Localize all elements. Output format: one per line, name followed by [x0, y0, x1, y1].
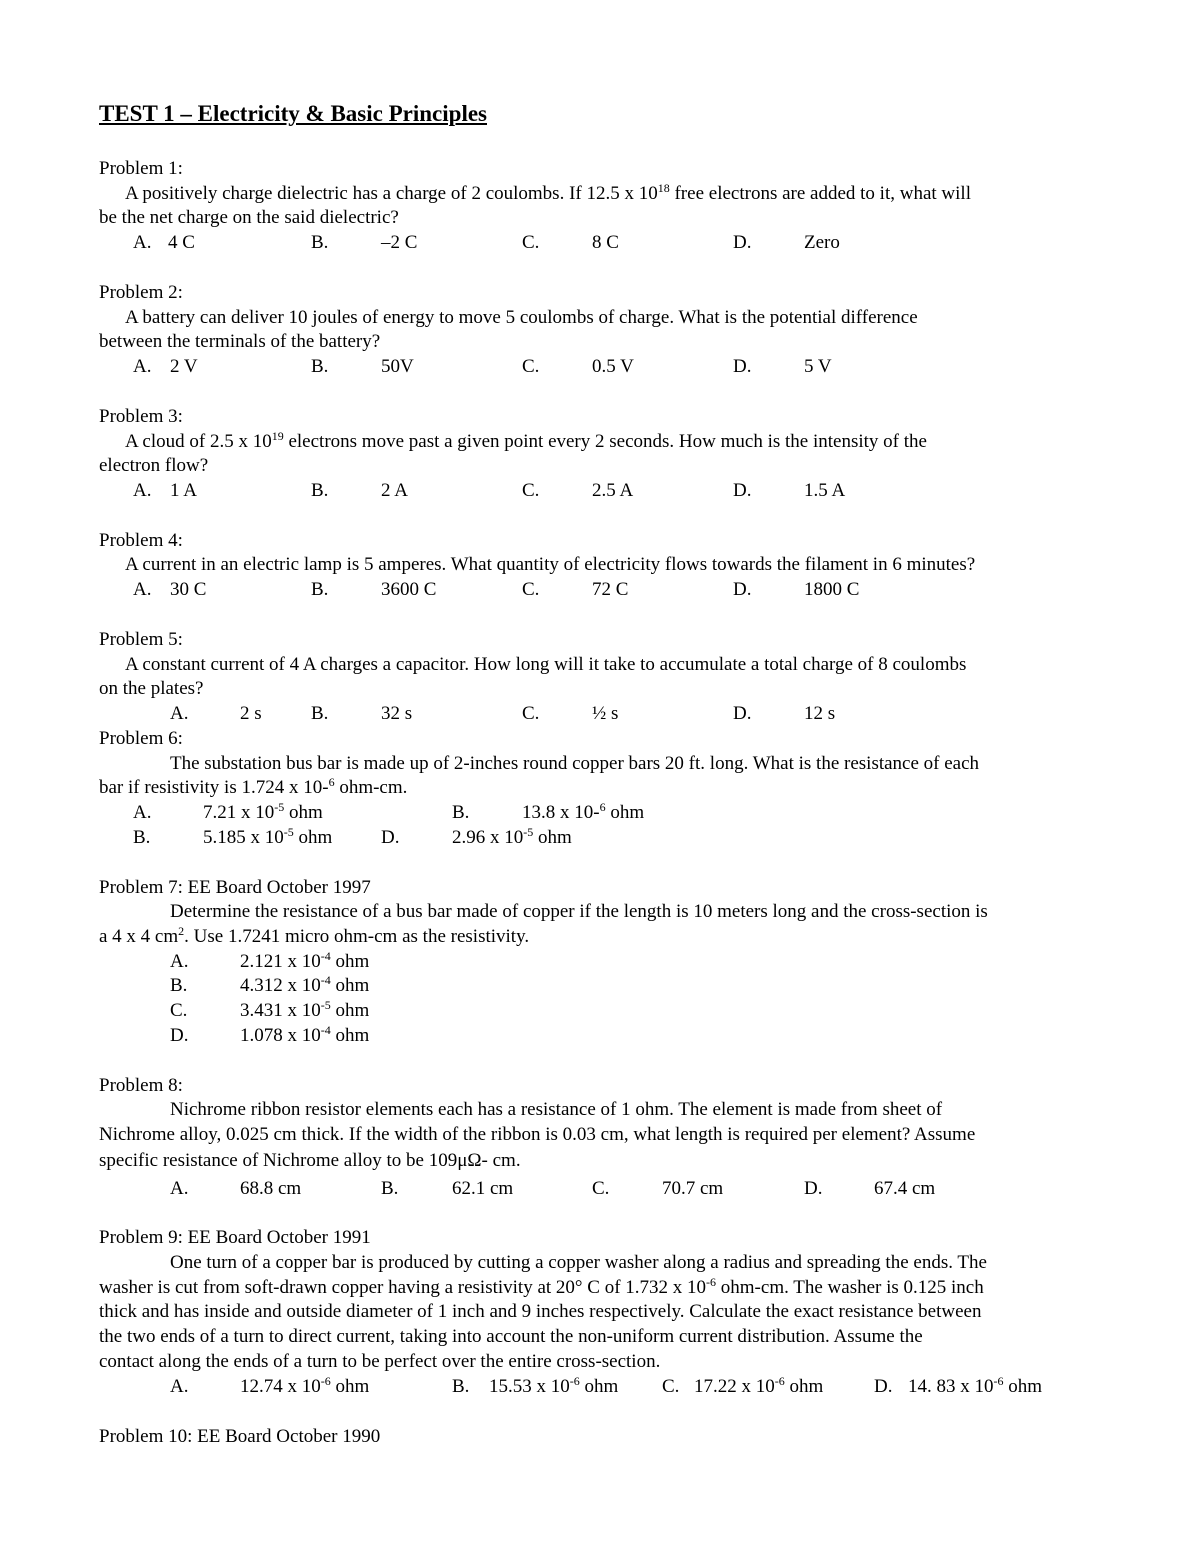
option-value: 4 C: [168, 232, 195, 253]
option-value: 1.5 A: [804, 480, 846, 501]
problem-9-question-line-3: thick and has inside and outside diameter of 1 inch and 9 inches respectively. Calculate the exact resistance between: [99, 1301, 982, 1322]
option-label: C.: [522, 480, 540, 501]
option-value: 2 A: [381, 480, 408, 501]
option-label: C.: [522, 356, 540, 377]
option-label: B.: [452, 1376, 470, 1397]
option-value: 2 V: [170, 356, 198, 377]
option-value: 4.312 x $10^{-4}$ ohm: [240, 973, 370, 996]
option-value: 7.21 x $10^{-5}$ ohm: [203, 800, 323, 823]
option-label: D.: [381, 827, 400, 848]
option-value: Zero: [804, 232, 840, 253]
option-value: 8 C: [592, 232, 619, 253]
option-value: 0.5 V: [592, 356, 634, 377]
option-value: 14. 83 x $10^{-6}$ ohm: [908, 1374, 1043, 1397]
problem-6-heading: Problem 6:: [99, 728, 183, 749]
option-label: A.: [133, 480, 152, 501]
option-label: D.: [804, 1178, 823, 1199]
option-value: 12 s: [804, 703, 836, 724]
option-value: 68.8 cm: [240, 1178, 302, 1199]
problem-2-question-line-1: A battery can deliver 10 joules of energy to move 5 coulombs of charge. What is the potential difference: [125, 307, 918, 328]
option-value: 67.4 cm: [874, 1178, 936, 1199]
option-label: A.: [170, 951, 189, 972]
option-value: 1800 C: [804, 579, 860, 600]
option-value: 3.431 x $10^{-5}$ ohm: [240, 998, 370, 1021]
option-label: D.: [733, 703, 752, 724]
option-label: A.: [133, 579, 152, 600]
option-value: 3600 C: [381, 579, 437, 600]
problem-3-heading: Problem 3:: [99, 406, 183, 427]
problem-9-question-line-4: the two ends of a turn to direct current, taking into account the non-uniform current distribution. Assume the: [99, 1326, 923, 1347]
option-label: D.: [170, 1025, 189, 1046]
option-value: 1.078 x $10^{-4}$ ohm: [240, 1023, 370, 1046]
option-value: 72 C: [592, 579, 629, 600]
option-label: B.: [381, 1178, 399, 1199]
option-label: A.: [170, 1178, 189, 1199]
option-value: 2.5 A: [592, 480, 634, 501]
option-value: 32 s: [381, 703, 413, 724]
problem-5-question-line-1: A constant current of 4 A charges a capacitor. How long will it take to accumulate a total charge of 8 coulombs: [125, 654, 967, 675]
option-label: B.: [311, 703, 329, 724]
option-label: B.: [311, 232, 329, 253]
option-label: D.: [733, 480, 752, 501]
option-label: C.: [592, 1178, 610, 1199]
option-value: 13.8 x 10-$^6$ ohm: [522, 800, 645, 823]
option-label: D.: [874, 1376, 893, 1397]
option-label: A.: [133, 232, 152, 253]
option-value: 30 C: [170, 579, 207, 600]
option-label: B.: [133, 827, 151, 848]
problem-10-heading: Problem 10: EE Board October 1990: [99, 1426, 381, 1447]
problem-9-question-line-1: One turn of a copper bar is produced by cutting a copper washer along a radius and spreading the ends. The: [170, 1252, 987, 1273]
option-label: B.: [170, 975, 188, 996]
problem-3-question-line-2: electron flow?: [99, 455, 209, 476]
problem-1-heading: Problem 1:: [99, 158, 183, 179]
option-value: 70.7 cm: [662, 1178, 724, 1199]
option-value: 1 A: [170, 480, 197, 501]
problem-8-question-line-2: Nichrome alloy, 0.025 cm thick. If the width of the ribbon is 0.03 cm, what length is required per element? Assume: [99, 1124, 976, 1145]
option-value: ½ s: [592, 703, 619, 724]
problem-5-question-line-2: on the plates?: [99, 678, 204, 699]
page-title: TEST 1 – Electricity & Basic Principles: [99, 101, 487, 126]
option-value: 2.121 x $10^{-4}$ ohm: [240, 949, 370, 972]
option-label: C.: [522, 703, 540, 724]
option-label: A.: [170, 1376, 189, 1397]
option-label: A.: [133, 802, 152, 823]
option-label: D.: [733, 232, 752, 253]
problem-9-question-line-2: washer is cut from soft-drawn copper having a resistivity at 20° C of 1.732 x $10^{-6}$ ohm-cm. The washer is 0.125 inch: [99, 1275, 984, 1298]
option-value: 17.22 x $10^{-6}$ ohm: [694, 1374, 824, 1397]
problem-4-heading: Problem 4:: [99, 530, 183, 551]
problem-1-question-line-2: be the net charge on the said dielectric?: [99, 207, 399, 228]
problem-6-question-line-1: The substation bus bar is made up of 2-inches round copper bars 20 ft. long. What is the resistance of each: [170, 753, 980, 774]
option-label: C.: [522, 579, 540, 600]
option-value: 2 s: [240, 703, 262, 724]
problem-7-question-line-2: a 4 x 4 $cm^2$. Use 1.7241 micro ohm-cm as the resistivity.: [99, 924, 530, 947]
option-value: –2 C: [381, 232, 418, 253]
option-value: 5 V: [804, 356, 832, 377]
option-label: C.: [662, 1376, 680, 1397]
problem-7-question-line-1: Determine the resistance of a bus bar made of copper if the length is 10 meters long and the cross-section is: [170, 901, 988, 922]
option-label: A.: [133, 356, 152, 377]
option-label: B.: [311, 480, 329, 501]
problem-5-heading: Problem 5:: [99, 629, 183, 650]
option-value: 62.1 cm: [452, 1178, 514, 1199]
option-label: B.: [311, 356, 329, 377]
problem-9-question-line-5: contact along the ends of a turn to be perfect over the entire cross-section.: [99, 1351, 661, 1372]
problem-2-question-line-2: between the terminals of the battery?: [99, 331, 381, 352]
option-label: C.: [170, 1000, 188, 1021]
problem-3-question-line-1: A cloud of 2.5 x $10^{19}$ electrons move past a given point every 2 seconds. How much is the intensity of the: [125, 429, 927, 452]
problem-8-question-line-1: Nichrome ribbon resistor elements each has a resistance of 1 ohm. The element is made from sheet of: [170, 1099, 943, 1120]
problem-4-question-line-1: A current in an electric lamp is 5 amperes. What quantity of electricity flows towards the filament in 6 minutes?: [125, 554, 976, 575]
problem-6-question-line-2: bar if resistivity is 1.724 x 10-$^6$ ohm-cm.: [99, 775, 408, 798]
option-label: D.: [733, 579, 752, 600]
problem-7-heading: Problem 7: EE Board October 1997: [99, 877, 371, 898]
option-label: B.: [311, 579, 329, 600]
problem-9-heading: Problem 9: EE Board October 1991: [99, 1227, 371, 1248]
option-label: A.: [170, 703, 189, 724]
option-value: 2.96 x $10^{-5}$ ohm: [452, 825, 572, 848]
problem-8-question-line-3: specific resistance of Nichrome alloy to be 109μΩ- cm.: [99, 1150, 521, 1171]
problem-2-heading: Problem 2:: [99, 282, 183, 303]
option-value: 12.74 x $10^{-6}$ ohm: [240, 1374, 370, 1397]
option-label: B.: [452, 802, 470, 823]
option-value: 50V: [381, 356, 414, 377]
option-label: D.: [733, 356, 752, 377]
problem-8-heading: Problem 8:: [99, 1075, 183, 1096]
option-value: 15.53 x $10^{-6}$ ohm: [489, 1374, 619, 1397]
problem-1-question-line-1: A positively charge dielectric has a charge of 2 coulombs. If 12.5 x $10^{18}$ free electrons are added to it, what will: [125, 181, 971, 204]
option-value: 5.185 x $10^{-5}$ ohm: [203, 825, 333, 848]
option-label: C.: [522, 232, 540, 253]
